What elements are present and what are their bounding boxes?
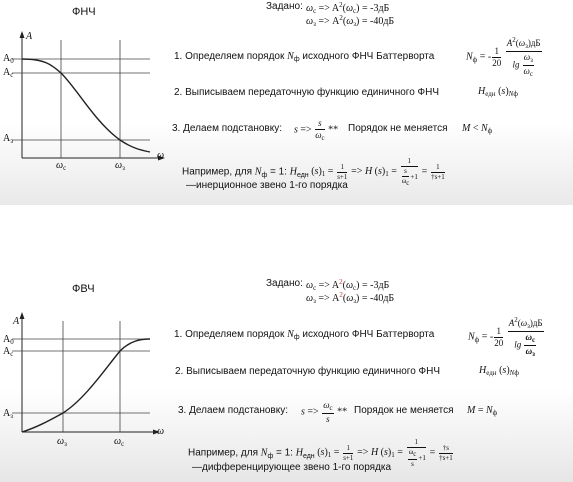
lpf-step3-sub: s => $\frac{s}{\omega_c}$ ** [294, 118, 339, 142]
hpf-y-axis-label: A [13, 316, 20, 327]
hpf-step1: 1. Определяем порядок $N_ф$ исходного ФНЧ Баттерворта [174, 329, 435, 341]
lpf-step1: 1. Определяем порядок $N_ф$ исходного ФНЧ Баттерворта [174, 51, 435, 63]
hpf-xtick-wc: $\omega_c$ [114, 436, 125, 448]
lpf-x-axis-label: ω [157, 150, 165, 161]
panel-separator [0, 205, 573, 275]
hpf-given-line1: $\omega_c => A^2(\omega_c) = -3дБ$ [306, 278, 390, 292]
lpf-step3-note: Порядок не меняется [348, 123, 448, 134]
lpf-given-line2: $\omega_з => A^2(\omega_з) = -40дБ$ [306, 14, 395, 28]
hpf-step3-note: Порядок не меняется [354, 405, 454, 416]
lpf-ytick-az: $A_з$ [3, 133, 13, 145]
hpf-ytick-az: $A_з$ [3, 408, 13, 420]
hpf-title: ФВЧ [72, 283, 95, 295]
lpf-given-line1: $\omega_c => A^2(\omega_c) = -3дБ$ [306, 1, 390, 15]
hpf-step1-formula: $N_ф$ = - $\frac{1}{20}$ $A^2(\omega_з)дБ$ lg $\frac{\omega_c}{\omega_з}$ [468, 316, 543, 358]
lpf-y-axis-label: A [26, 31, 33, 42]
hpf-step3-sub: s => $\frac{\omega_c}{s}$ ** [301, 400, 348, 424]
lpf-example: Например, для $N_ф = 1$: $H_{едн}$ $(s)_1$ = $\frac{1}{s+1}$ => H $(s)_1$ = 1 $\frac{s}{\omega c}$ +1 = $\frac{1}{\dagger s+1}$ [182, 157, 445, 187]
lpf-step1-formula: $N_ф$ = - $\frac{1}{20}$ $A^2(\omega_з)дБ$ lg $\frac{\omega_з}{\omega_c}$ [466, 36, 541, 78]
lpf-xtick-wz: $\omega_з$ [115, 160, 125, 172]
hpf-example: Например, для $N_ф = 1$: $H_{едн}$ $(s)_1$ = $\frac{1}{s+1}$ => H $(s)_1$ = 1 $\frac{\omega c}{s}$ +1 = $\frac{\dagger s}{\dagger s+1}$ [188, 438, 453, 468]
lpf-step2: 2. Выписываем передаточную функцию единичного ФНЧ [174, 87, 440, 98]
hpf-x-axis-label: ω [157, 426, 165, 437]
hpf-ytick-a0: $A_0$ [3, 334, 14, 346]
hpf-step2: 2. Выписываем передаточную функцию единичного ФНЧ [175, 366, 441, 377]
lpf-ytick-a0: $A_0$ [3, 53, 14, 65]
hpf-step3: 3. Делаем подстановку: [178, 405, 289, 416]
lpf-xtick-wc: $\omega_c$ [56, 160, 67, 172]
hpf-given-label: Задано: [266, 278, 303, 289]
hpf-example-result: —дифференцирующее звено 1-го порядка [192, 462, 392, 473]
hpf-xtick-wz: $\omega_з$ [57, 436, 67, 448]
hpf-graph [0, 311, 170, 451]
hpf-step3-cond: $M = N_ф$ [467, 405, 498, 417]
lpf-graph [0, 30, 170, 178]
hpf-panel [0, 275, 573, 482]
hpf-given-line2: $\omega_з => A^2(\omega_з) = -40дБ$ [306, 291, 395, 305]
lpf-ytick-ac: $A_c$ [3, 67, 14, 79]
hpf-step2-formula: $H_{едн}$ $(s)_{Nф}$ [479, 365, 519, 377]
lpf-title: ФНЧ [72, 6, 96, 18]
lpf-example-result: —инерционное звено 1-го порядка [186, 180, 348, 191]
lpf-step2-formula: $H_{едн}$ $(s)_{Nф}$ [478, 86, 518, 98]
lpf-panel [0, 0, 573, 205]
lpf-step3: 3. Делаем подстановку: [172, 123, 283, 134]
lpf-step3-cond: $M < N_ф$ [462, 123, 493, 135]
lpf-given-label: Задано: [266, 1, 303, 12]
hpf-ytick-ac: $A_c$ [3, 346, 14, 358]
